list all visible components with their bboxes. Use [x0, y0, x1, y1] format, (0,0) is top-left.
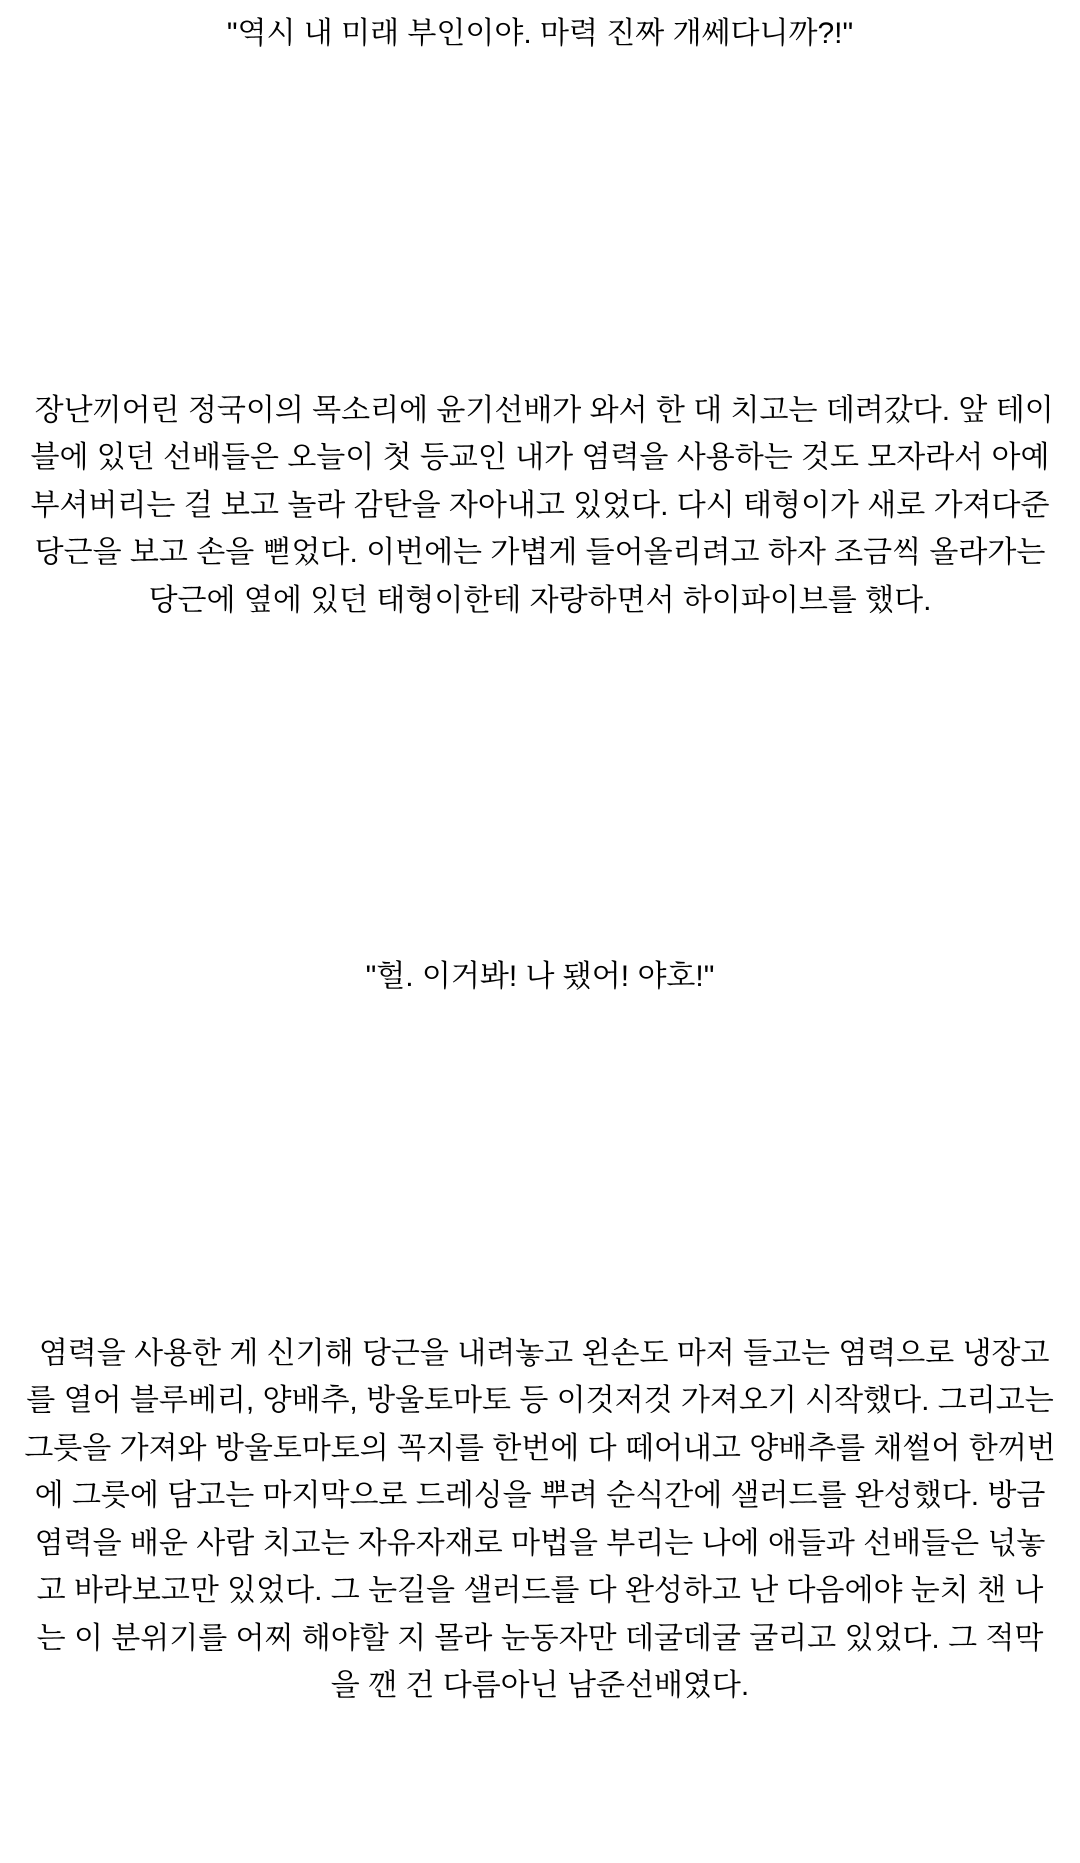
- narration-paragraph-2: 염력을 사용한 게 신기해 당근을 내려놓고 왼손도 마저 들고는 염력으로 냉장고를 열어 블루베리, 양배추, 방울토마토 등 이것저것 가져오기 시작했다. 그리고는 그릇을 가져와 방울토마토의 꼭지를 한번에 다 떼어내고 양배추를 채썰어 한꺼번에 그릇에 담고는 마지막으로 드레싱을 뿌려 순식간에 샐러드를 완성했다. 방금 염력을 배운 사람 치고는 자유자재로 마법을 부리는 나에 애들과 선배들은 넋놓고 바라보고만 있었다. 그 눈길을 샐러드를 다 완성하고 난 다음에야 눈치 챈 나는 이 분위기를 어찌 해야할 지 몰라 눈동자만 데굴데굴 굴리고 있었다. 그 적막을 깬 건 다름아닌 남준선배였다.: [24, 1336, 1063, 1702]
- dialogue-quote-2: "헐. 이거봐! 나 됐어! 야호!": [365, 960, 715, 993]
- dialogue-quote-1: "역시 내 미래 부인이야. 마력 진짜 개쎄다니까?!": [226, 17, 854, 50]
- narration-paragraph-1: 장난끼어린 정국이의 목소리에 윤기선배가 와서 한 대 치고는 데려갔다. 앞 테이블에 있던 선배들은 오늘이 첫 등교인 내가 염력을 사용하는 것도 모자라서 아예 부셔버리는 걸 보고 놀라 감탄을 자아내고 있었다. 다시 태형이가 새로 가져다준 당근을 보고 손을 뻗었다. 이번에는 가볍게 들어올리려고 하자 조금씩 올라가는 당근에 옆에 있던 태형이한테 자랑하면서 하이파이브를 했다.: [26, 393, 1058, 617]
